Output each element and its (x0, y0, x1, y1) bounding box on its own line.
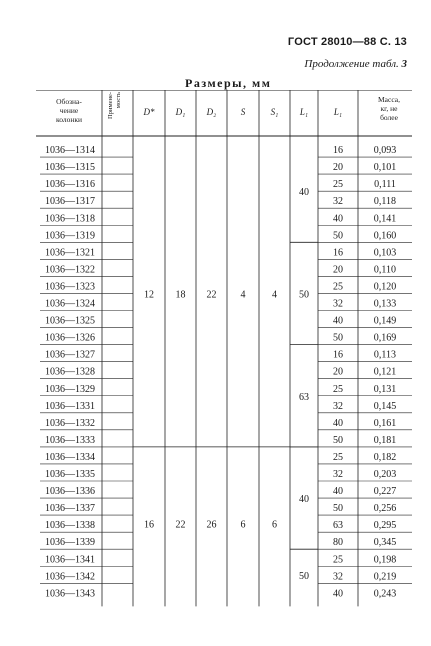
mass-cell: 0,182 (373, 451, 397, 463)
length-cell: 40 (333, 213, 343, 225)
column-header-l: L₁ (333, 107, 343, 117)
mass-cell: 0,111 (374, 179, 396, 191)
column-header-designation: чение (59, 106, 79, 115)
group-d-cell: 16 (144, 519, 154, 531)
length-cell: 20 (333, 162, 343, 174)
mass-cell: 0,131 (373, 383, 397, 395)
designation-cell: 1036—1342 (45, 571, 95, 583)
mass-cell: 0,219 (373, 571, 397, 583)
mass-cell: 0,120 (373, 281, 397, 293)
mass-cell: 0,161 (373, 417, 397, 429)
column-header-designation: колонки (55, 115, 83, 124)
mass-cell: 0,110 (373, 264, 397, 276)
designation-cell: 1036—1329 (45, 383, 95, 395)
group-d1-cell: 18 (175, 289, 186, 301)
length-cell: 16 (333, 349, 343, 361)
designation-cell: 1036—1331 (45, 400, 95, 412)
designation-cell: 1036—1338 (45, 520, 95, 532)
designation-cell: 1036—1316 (45, 179, 95, 191)
mass-cell: 0,149 (373, 315, 397, 327)
column-header-l1: L₁ (299, 107, 309, 117)
group-s1-cell: 6 (272, 519, 277, 531)
page-number: С. 13 (379, 36, 407, 48)
designation-cell: 1036—1339 (45, 537, 95, 549)
group-d2-cell: 22 (206, 289, 217, 301)
l1-cell: 50 (299, 289, 309, 301)
column-header-designation: Обозна- (56, 97, 82, 106)
length-cell: 32 (333, 196, 343, 208)
mass-cell: 0,118 (373, 196, 397, 208)
mass-cell: 0,243 (373, 588, 397, 600)
designation-cell: 1036—1315 (45, 162, 95, 174)
standard-number: ГОСТ 28010—88 (287, 36, 377, 48)
length-cell: 32 (333, 298, 343, 310)
designation-cell: 1036—1318 (45, 213, 95, 225)
designation-cell: 1036—1336 (45, 486, 95, 498)
designation-cell: 1036—1337 (45, 503, 95, 515)
mass-cell: 0,198 (373, 554, 397, 566)
length-cell: 32 (333, 469, 343, 480)
designation-cell: 1036—1335 (45, 469, 95, 480)
l1-cell: 50 (299, 570, 309, 582)
l1-cell: 40 (299, 187, 309, 199)
length-cell: 40 (333, 486, 343, 498)
designation-cell: 1036—1319 (45, 230, 95, 242)
column-header-mass: более (380, 113, 398, 122)
mass-cell: 0,103 (373, 247, 397, 259)
mass-cell: 0,345 (373, 537, 397, 549)
mass-cell: 0,113 (373, 349, 397, 361)
length-cell: 16 (333, 145, 343, 157)
designation-cell: 1036—1317 (45, 196, 95, 208)
mass-cell: 0,145 (373, 400, 397, 412)
column-header-d1: D₁ (175, 107, 186, 117)
length-cell: 80 (333, 537, 343, 549)
designation-cell: 1036—1343 (45, 588, 95, 600)
table-number: 3 (401, 58, 407, 70)
designation-cell: 1036—1328 (45, 366, 95, 378)
length-cell: 20 (333, 264, 343, 276)
group-d2-cell: 26 (206, 519, 217, 531)
group-s-cell: 4 (240, 289, 246, 301)
dimensions-table (0, 90, 431, 610)
designation-cell: 1036—1325 (45, 315, 95, 327)
length-cell: 25 (333, 451, 343, 463)
mass-cell: 0,101 (373, 162, 397, 174)
length-cell: 25 (333, 179, 343, 191)
table-continuation-note (304, 58, 407, 70)
length-cell: 40 (333, 417, 343, 429)
column-header-applicability: Примене- (107, 92, 114, 119)
mass-cell: 0,093 (373, 145, 397, 157)
length-cell: 63 (333, 520, 343, 532)
length-cell: 50 (333, 503, 343, 515)
length-cell: 16 (333, 247, 343, 259)
continuation-text: Продолжение табл. (304, 58, 399, 70)
length-cell: 50 (333, 434, 343, 446)
designation-cell: 1036—1333 (45, 434, 95, 446)
length-cell: 40 (333, 315, 343, 327)
mass-cell: 0,160 (373, 230, 397, 242)
designation-cell: 1036—1334 (45, 451, 95, 463)
mass-cell: 0,141 (373, 213, 397, 225)
column-header-s1: S₁ (270, 107, 279, 117)
group-d1-cell: 22 (175, 519, 186, 531)
dimensions-title: Размеры, мм (185, 76, 272, 90)
page-header (288, 36, 407, 48)
length-cell: 20 (333, 366, 343, 378)
mass-cell: 0,121 (373, 366, 397, 378)
mass-cell: 0,181 (373, 434, 397, 446)
designation-cell: 1036—1314 (45, 145, 95, 157)
mass-cell: 0,295 (373, 520, 397, 532)
column-header-d: D* (143, 107, 155, 117)
mass-cell: 0,203 (373, 469, 397, 480)
column-header-mass: кг, не (380, 104, 398, 113)
mass-cell: 0,133 (373, 298, 397, 310)
mass-cell: 0,169 (373, 332, 397, 344)
column-header-applicability: мость (115, 92, 122, 109)
designation-cell: 1036—1341 (45, 554, 95, 566)
mass-cell: 0,256 (373, 503, 397, 515)
column-header-mass: Масса, (378, 95, 400, 104)
length-cell: 32 (333, 400, 343, 412)
length-cell: 25 (333, 554, 343, 566)
length-cell: 40 (333, 588, 343, 600)
group-s-cell: 6 (240, 519, 246, 531)
length-cell: 32 (333, 571, 343, 583)
dimensions-table-grid (0, 90, 431, 610)
column-header-d2: D₂ (206, 107, 217, 117)
l1-cell: 40 (299, 494, 309, 506)
designation-cell: 1036—1324 (45, 298, 95, 310)
mass-cell: 0,227 (373, 486, 397, 498)
designation-cell: 1036—1326 (45, 332, 95, 344)
designation-cell: 1036—1332 (45, 417, 95, 429)
designation-cell: 1036—1327 (45, 349, 95, 361)
group-d-cell: 12 (144, 289, 154, 301)
designation-cell: 1036—1321 (45, 247, 95, 259)
length-cell: 25 (333, 383, 343, 395)
designation-cell: 1036—1322 (45, 264, 95, 276)
column-header-s: S (240, 107, 246, 117)
length-cell: 25 (333, 281, 343, 293)
group-s1-cell: 4 (272, 289, 277, 301)
l1-cell: 63 (299, 391, 309, 403)
length-cell: 50 (333, 230, 343, 242)
designation-cell: 1036—1323 (45, 281, 95, 293)
length-cell: 50 (333, 332, 343, 344)
